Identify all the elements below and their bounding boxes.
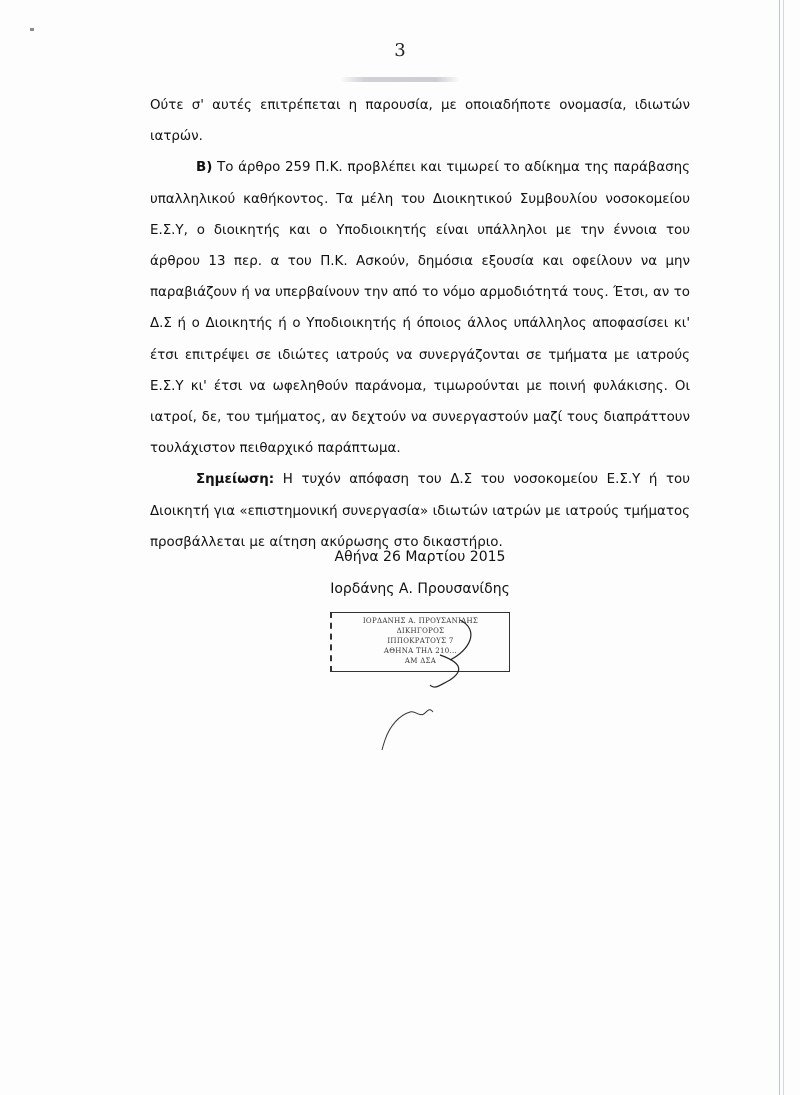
scan-corner-mark [30,28,34,31]
place-date: Αθήνα 26 Μαρτίου 2015 [334,549,506,565]
paragraph-b [150,152,690,464]
document-body [150,90,690,558]
stamp-line-2: ΔΙΚΗΓΟΡΟΣ [396,627,445,635]
scan-smudge [340,77,460,82]
paragraph-continuation: Ούτε σ' αυτές επιτρέπεται η παρουσία, με οποιαδήποτε ονομασία, ιδιωτών ιατρών. [150,98,690,145]
note-text: Η τυχόν απόφαση του Δ.Σ του νοσοκομείου Ε.Σ.Υ ή του Διοικητή για «επιστημονική συνεργασία» ιδιωτών ιατρών με ιατρούς τμήματος προσβάλλεται με αίτηση ακύρωσης στο δικαστήριο. [150,472,690,550]
paragraph-b-label: Β) [196,160,213,176]
stamp-line-3: ΙΠΠΟΚΡΑΤΟΥΣ 7 [387,637,454,645]
paragraph-note [150,464,690,558]
scan-edge-line [779,0,780,1095]
handwritten-signature [330,600,530,750]
stamp-line-1: ΙΟΡΔΑΝΗΣ Α. ΠΡΟΥΣΑΝΙΔΗΣ [362,617,479,625]
paragraph-b-text: Το άρθρο 259 Π.Κ. προβλέπει και τιμωρεί το αδίκημα της παράβασης υπαλληλικού καθήκοντος. Τα μέλη του Διοικητικού Συμβουλίου νοσοκομείου Ε.Σ.Υ, ο διοικητής και ο Υποδιοικητής είναι υπάλληλοι με την έννοια του άρθρου 13 περ. α του Π.Κ. Ασκούν, δημόσια εξουσία και οφείλουν να μην παραβιάζουν ή να υπερβαίνουν την από το νόμο αρμοδιότητά τους. Έτσι, αν το Δ.Σ ή ο Διοικητής ή ο Υποδιοικητής ή όποιος άλλος υπάλληλος αποφασίσει κι' έτσι επιτρέψει σε ιδιώτες ιατρούς να συνεργάζονται σε τμήματα με ιατρούς Ε.Σ.Υ κι' έτσι να ωφεληθούν παράνομα, τιμωρούνται με ποινή φυλάκισης. Οι ιατροί, δε, του τμήματος, αν δεχτούν να συνεργαστούν μαζί τους διαπράττουν τουλάχιστον πειθαρχικό παράπτωμα. [150,160,690,457]
note-label: Σημείωση: [196,472,275,488]
author-name: Ιορδάνης Α. Προυσανίδης [330,581,510,597]
stamp-line-5: ΑΜ ΔΣΑ [404,657,437,665]
stamp-line-4: ΑΘΗΝΑ ΤΗΛ 210... [383,647,458,655]
scan-edge-line-secondary [783,0,784,1095]
page-number: 3 [394,40,406,61]
